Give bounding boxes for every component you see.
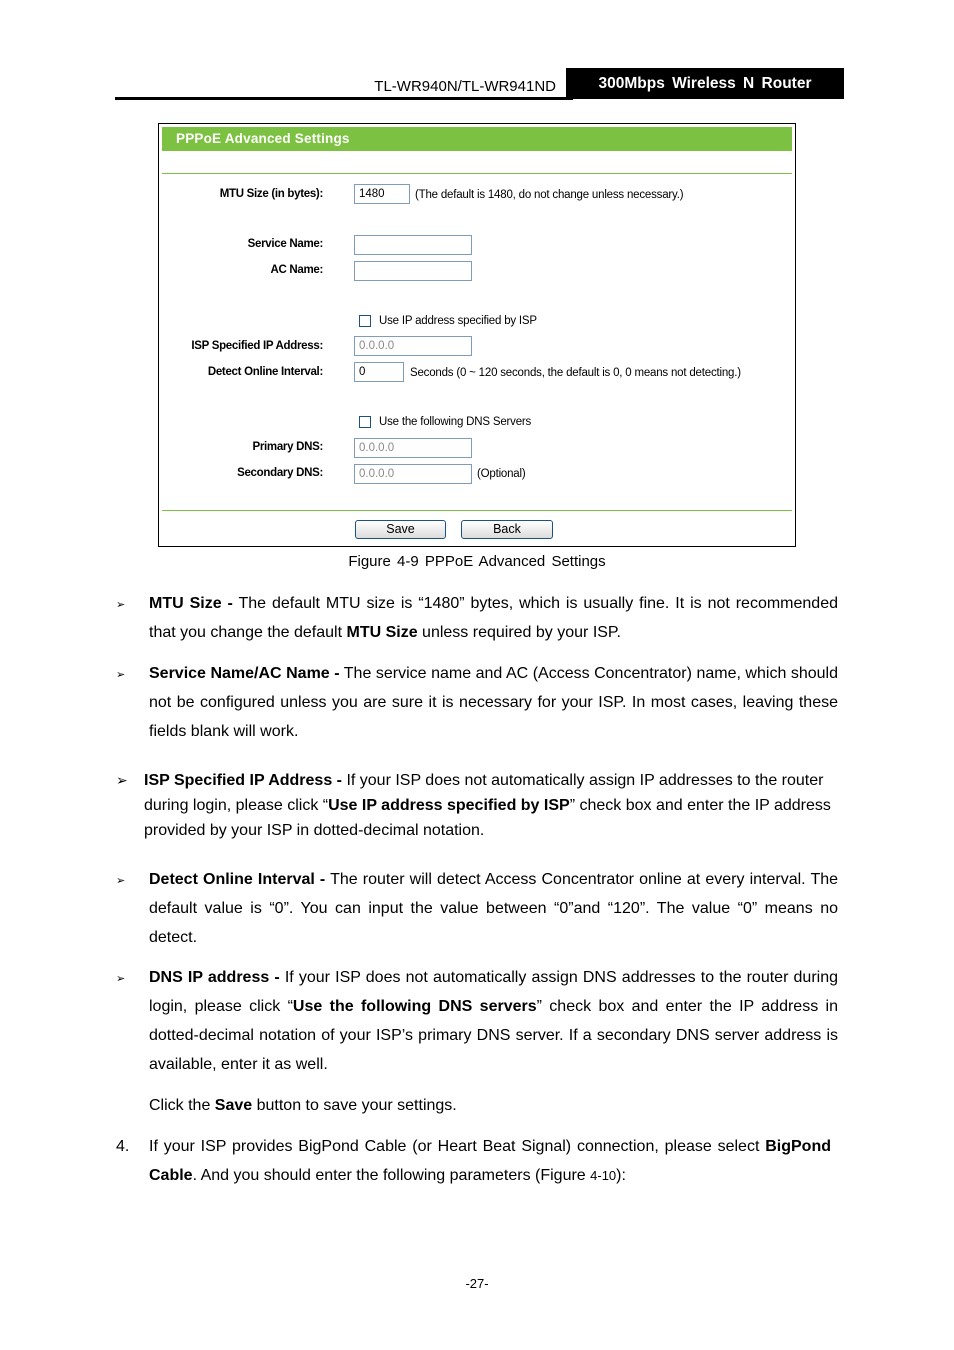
bullet-detect-online-interval: Detect Online Interval - The router will detect Access Concentrator online at every interval. The default value is “0”. You can input the value between “0”and “120”. The value “0” means no detect.: [149, 871, 839, 946]
click-save-instruction: Click the Save button to save your settings.: [149, 1097, 457, 1114]
bullet-service-ac-name: Service Name/AC Name - The service name and AC (Access Concentrator) name, which should not be configured unless you are sure it is necessary for your ISP. In most cases, leaving these fields blank will work.: [149, 665, 839, 740]
primary-dns-input[interactable]: 0.0.0.0: [354, 438, 472, 458]
header-rule: [115, 97, 573, 100]
bullet-term: MTU Size -: [149, 595, 233, 612]
ac-name-input[interactable]: [354, 261, 472, 281]
figure-reference: 4-10: [590, 1168, 617, 1183]
use-dns-label: Use the following DNS Servers: [379, 416, 532, 428]
bullet-arrow-icon: ➢: [116, 669, 126, 681]
secondary-dns-note: (Optional): [477, 468, 526, 480]
bullet-term: ISP Specified IP Address -: [144, 772, 342, 789]
back-button[interactable]: Back: [461, 520, 553, 539]
bullet-arrow-icon: ➢: [116, 973, 126, 985]
isp-ip-input[interactable]: 0.0.0.0: [354, 336, 472, 356]
figure-caption: Figure 4-9 PPPoE Advanced Settings: [348, 553, 606, 570]
bullet-mtu-size: MTU Size - The default MTU size is “1480” bytes, which is usually fine. It is not recommended that you change the default MTU Size unless required by your ISP.: [149, 595, 839, 641]
use-isp-ip-checkbox[interactable]: [359, 315, 371, 327]
bullet-arrow-icon: ➢: [116, 875, 126, 887]
mtu-size-label: MTU Size (in bytes):: [219, 188, 323, 200]
bullet-dns-ip-address: DNS IP address - If your ISP does not automatically assign DNS addresses to the router during login, please click “Use the following DNS servers” check box and enter the IP address in dotted-decimal notation of your ISP’s primary DNS server. If a secondary DNS server address is available, enter it as well.: [149, 969, 839, 1073]
step-number: 4.: [116, 1138, 130, 1155]
pppoe-advanced-settings-screenshot: [158, 123, 796, 547]
save-button[interactable]: Save: [355, 520, 446, 539]
detect-interval-input[interactable]: 0: [354, 362, 404, 382]
use-dns-checkbox[interactable]: [359, 416, 371, 428]
top-divider: [162, 173, 792, 174]
detect-interval-note: Seconds (0 ~ 120 seconds, the default is 0, 0 means not detecting.): [410, 367, 741, 379]
detect-interval-label: Detect Online Interval:: [207, 366, 323, 378]
page-number: -27-: [465, 1276, 489, 1291]
secondary-dns-label: Secondary DNS:: [237, 467, 323, 479]
bullet-arrow-icon: ➢: [116, 599, 126, 611]
primary-dns-label: Primary DNS:: [252, 441, 323, 453]
ac-name-label: AC Name:: [270, 264, 323, 276]
bullet-isp-ip-address: ISP Specified IP Address - If your ISP does not automatically assign IP addresses to the router during login, please click “Use IP address specified by ISP” check box and enter the IP address provided by your ISP in dotted-decimal notation.: [144, 772, 831, 839]
bullet-term: Detect Online Interval -: [149, 871, 326, 888]
product-title-banner: 300Mbps Wireless N Router: [566, 68, 844, 99]
bullet-term: DNS IP address -: [149, 969, 280, 986]
service-name-label: Service Name:: [247, 238, 323, 250]
bullet-term: Service Name/AC Name -: [149, 665, 340, 682]
use-isp-ip-label: Use IP address specified by ISP: [379, 315, 537, 327]
bullet-arrow-icon: ➢: [116, 772, 128, 788]
mtu-size-note: (The default is 1480, do not change unless necessary.): [415, 189, 684, 201]
step-4-text: If your ISP provides BigPond Cable (or Heart Beat Signal) connection, please select BigPond Cable. And you should enter the following parameters (Figure 4-10):: [149, 1138, 831, 1184]
panel-title: PPPoE Advanced Settings: [162, 127, 792, 151]
service-name-input[interactable]: [354, 235, 472, 255]
mtu-size-input[interactable]: 1480: [354, 184, 410, 204]
secondary-dns-input[interactable]: 0.0.0.0: [354, 464, 472, 484]
isp-ip-label: ISP Specified IP Address:: [191, 340, 323, 352]
document-model-header: TL-WR940N/TL-WR941ND: [374, 78, 556, 95]
bottom-divider: [162, 510, 792, 511]
